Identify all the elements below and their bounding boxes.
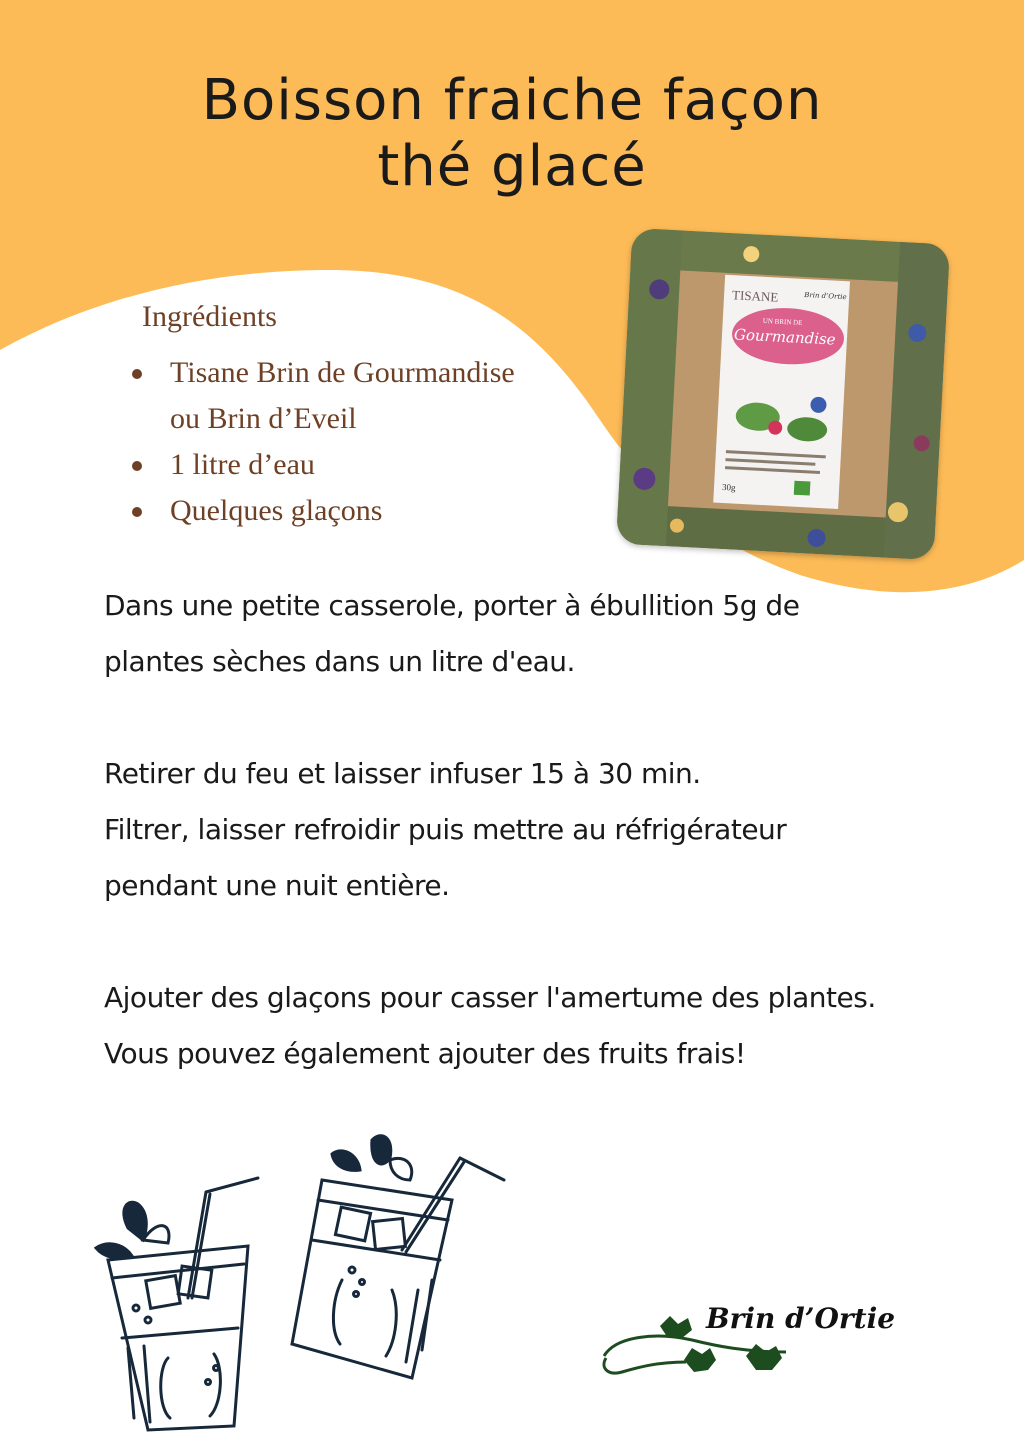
title-line-1: Boisson fraiche façon bbox=[201, 68, 823, 133]
ice-tea-glass-icon bbox=[282, 1130, 512, 1380]
package-subtitle: UN BRIN DE bbox=[762, 316, 803, 327]
package-product-name: Gourmandise bbox=[733, 325, 837, 349]
ice-tea-glass-icon bbox=[88, 1168, 278, 1438]
brand-logo bbox=[596, 1296, 916, 1392]
logo-text: Brin d’Ortie bbox=[706, 1302, 896, 1335]
instructions-section bbox=[104, 578, 924, 1138]
instruction-paragraph: Retirer du feu et laisser infuser 15 à 30 min. Filtrer, laisser refroidir puis mettre au réfrigérateur pendant une nuit entière. bbox=[104, 757, 787, 902]
ingredients-heading: Ingrédients bbox=[142, 300, 277, 333]
ingredient-item: 1 litre d’eau bbox=[170, 442, 602, 488]
instruction-paragraph: Ajouter des glaçons pour casser l'amertume des plantes. Vous pouvez également ajouter des fruits frais! bbox=[104, 981, 876, 1070]
product-photo bbox=[616, 228, 950, 560]
instruction-paragraph: Dans une petite casserole, porter à ébullition 5g de plantes sèches dans un litre d'eau. bbox=[104, 589, 800, 678]
package-weight: 30g bbox=[721, 481, 736, 493]
ingredient-item: Quelques glaçons bbox=[170, 488, 602, 534]
page-title bbox=[0, 68, 1024, 200]
package-label-top: TISANE bbox=[731, 287, 779, 305]
ingredient-item: Tisane Brin de Gourmandise ou Brin d’Eveil bbox=[170, 350, 602, 442]
tea-package bbox=[713, 275, 850, 509]
title-line-2: thé glacé bbox=[377, 134, 647, 199]
ingredients-section bbox=[142, 300, 602, 534]
package-brand: Brin d’Ortie bbox=[804, 290, 847, 302]
ingredients-list bbox=[142, 350, 602, 534]
